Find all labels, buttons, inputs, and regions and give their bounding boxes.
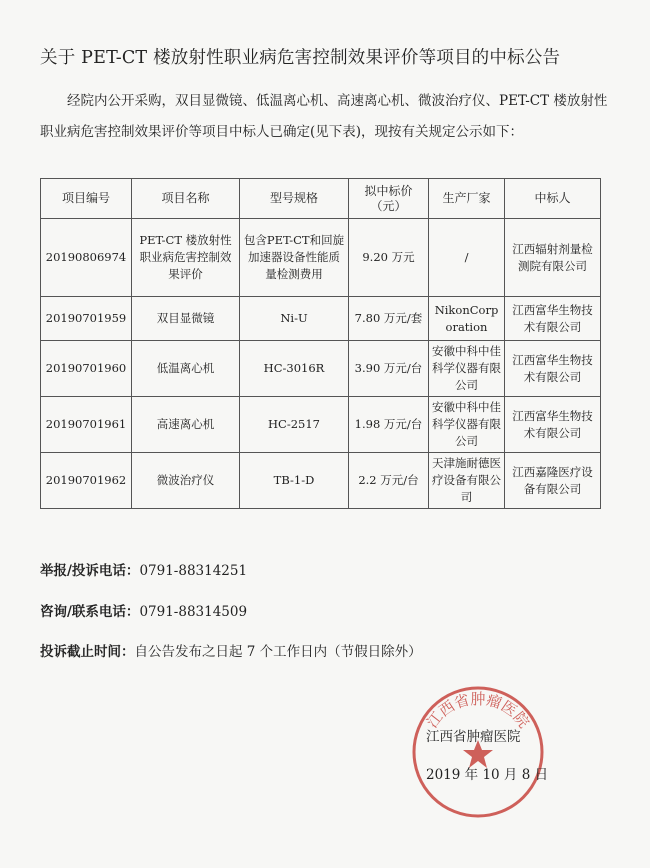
signature-date: 2019 年 10 月 8 日: [426, 767, 549, 783]
table-header-row: [41, 179, 601, 219]
complaint-deadline-text: 自公告发布之日起 7 个工作日内（节假日除外）: [134, 644, 422, 660]
report-phone-label: 举报/投诉电话：: [40, 563, 140, 579]
manufacturer-cell: 安徽中科中佳科学仪器有限公司: [429, 341, 505, 397]
model-spec-cell: HC-3016R: [240, 341, 349, 397]
header-project-number: 项目编号: [41, 179, 132, 219]
bid-price-cell: 2.2 万元/台: [349, 453, 429, 509]
report-phone-line: [40, 559, 247, 579]
project-number-cell: 20190701962: [41, 453, 132, 509]
award-table: [40, 178, 601, 509]
seal-text: 江西省肿瘤医院: [423, 690, 533, 732]
winner-cell: 江西嘉隆医疗设备有限公司: [505, 453, 601, 509]
bid-price-cell: 3.90 万元/台: [349, 341, 429, 397]
table-row: [41, 397, 601, 453]
project-name-cell: 微波治疗仪: [132, 453, 240, 509]
complaint-deadline-label: 投诉截止时间：: [40, 644, 135, 660]
header-model-spec: 型号规格: [240, 179, 349, 219]
bid-price-cell: 7.80 万元/套: [349, 297, 429, 341]
consult-phone-number: 0791-88314509: [139, 604, 248, 620]
project-number-cell: 20190701960: [41, 341, 132, 397]
model-spec-cell: HC-2517: [240, 397, 349, 453]
bid-price-cell: 1.98 万元/台: [349, 397, 429, 453]
model-spec-cell: TB-1-D: [240, 453, 349, 509]
manufacturer-cell: 天津施耐德医疗设备有限公司: [429, 453, 505, 509]
signature-org: 江西省肿瘤医院: [426, 729, 521, 745]
winner-cell: 江西富华生物技术有限公司: [505, 397, 601, 453]
intro-paragraph: 经院内公开采购，双目显微镜、低温离心机、高速离心机、微波治疗仪、PET-CT 楼放射性职业病危害控制效果评价等项目中标人已确定(见下表)，现按有关规定公示如下：: [40, 93, 608, 140]
official-seal: [408, 682, 548, 822]
bid-price-cell: 9.20 万元: [349, 219, 429, 297]
project-name-cell: 低温离心机: [132, 341, 240, 397]
consult-phone-line: [40, 600, 247, 620]
project-number-cell: 20190701959: [41, 297, 132, 341]
project-name-cell: 高速离心机: [132, 397, 240, 453]
project-number-cell: 20190701961: [41, 397, 132, 453]
table-row: [41, 453, 601, 509]
model-spec-cell: Ni-U: [240, 297, 349, 341]
header-winner: 中标人: [505, 179, 601, 219]
project-name-cell: PET-CT 楼放射性职业病危害控制效果评价: [132, 219, 240, 297]
page-title: 关于 PET-CT 楼放射性职业病危害控制效果评价等项目的中标公告: [40, 48, 561, 68]
report-phone-number: 0791-88314251: [139, 563, 248, 579]
header-project-name: 项目名称: [132, 179, 240, 219]
table-row: [41, 341, 601, 397]
manufacturer-cell: NikonCorporation: [429, 297, 505, 341]
project-name-cell: 双目显微镜: [132, 297, 240, 341]
manufacturer-cell: /: [429, 219, 505, 297]
table-row: [41, 297, 601, 341]
consult-phone-label: 咨询/联系电话：: [40, 604, 140, 620]
winner-cell: 江西辐射剂量检测院有限公司: [505, 219, 601, 297]
manufacturer-cell: 安徽中科中佳科学仪器有限公司: [429, 397, 505, 453]
project-number-cell: 20190806974: [41, 219, 132, 297]
winner-cell: 江西富华生物技术有限公司: [505, 297, 601, 341]
winner-cell: 江西富华生物技术有限公司: [505, 341, 601, 397]
header-manufacturer: 生产厂家: [429, 179, 505, 219]
table-row: [41, 219, 601, 297]
header-bid-price: 拟中标价（元）: [349, 179, 429, 219]
model-spec-cell: 包含PET-CT和回旋加速器设备性能质量检测费用: [240, 219, 349, 297]
complaint-deadline-line: [40, 640, 422, 660]
